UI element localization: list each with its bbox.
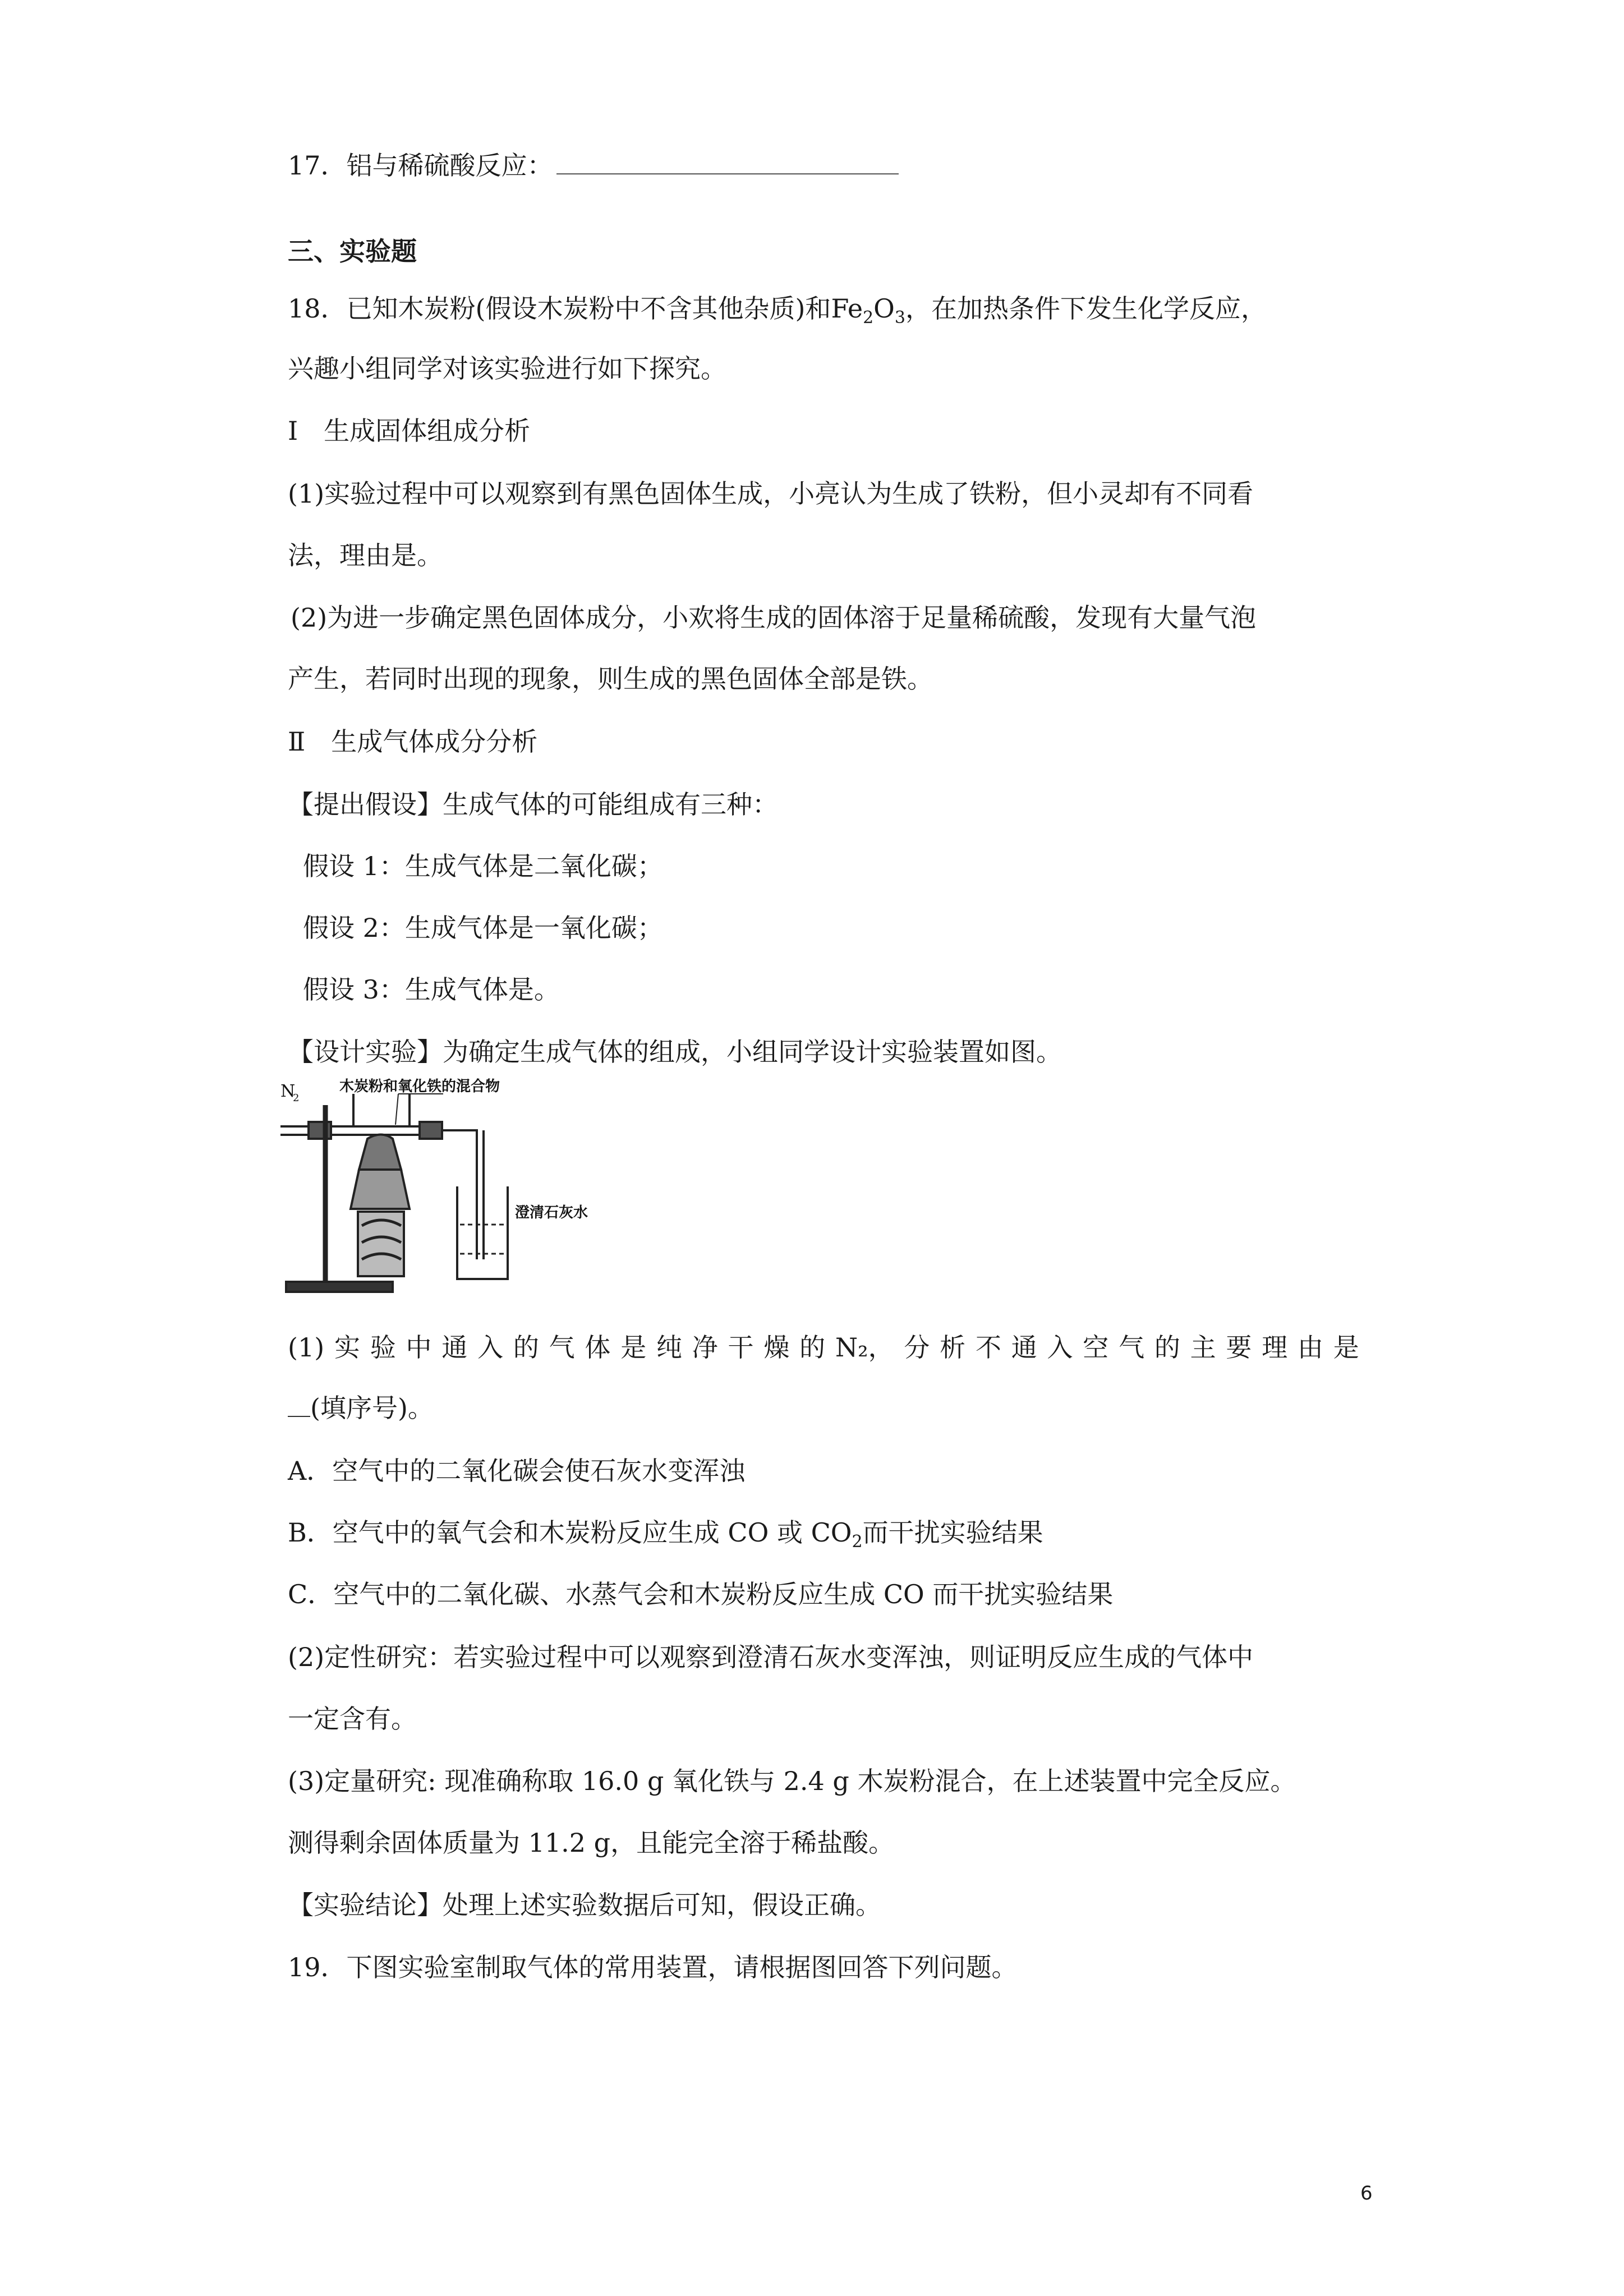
subq-2-line2: 产生，若同时出现的现象，则生成的黑色固体全部是铁。 — [288, 664, 933, 694]
section-title: 三、实验题 — [288, 236, 417, 266]
justified-char: N₂， — [835, 1332, 894, 1363]
question-18-intro-line1 — [288, 292, 1267, 328]
subq-3-quant-line1: (3)定量研究: 现准确称取 16.0 g 氧化铁与 2.4 g 木炭粉混合，在上述装置中完全反应。 — [288, 1766, 1296, 1796]
formula-o: O — [873, 293, 895, 324]
justified-char: 入 — [1047, 1332, 1073, 1363]
justified-char: 纯 — [656, 1332, 682, 1363]
justified-char: 的 — [799, 1332, 826, 1363]
subq-3-quant-line2: 测得剩余固体质量为 11.2 g，且能完全溶于稀盐酸。 — [288, 1828, 895, 1858]
justified-char: 体 — [585, 1332, 611, 1363]
design-heading: 【设计实验】为确定生成气体的组成，小组同学设计实验装置如图。 — [288, 1037, 1062, 1067]
justified-char: 理 — [1262, 1332, 1288, 1363]
justified-char: 中 — [406, 1332, 432, 1363]
justified-char: 通 — [441, 1332, 468, 1363]
justified-char: 通 — [1011, 1332, 1037, 1363]
page-number: 6 — [1360, 2182, 1373, 2205]
hypothesis-3: 假设 3：生成气体是。 — [303, 974, 560, 1005]
intro-text: ，在加热条件下发生化学反应， — [905, 293, 1267, 324]
justified-char: 验 — [370, 1332, 396, 1363]
option-b-text: 而干扰实验结果 — [862, 1517, 1043, 1548]
subq-1-line2: 法，理由是。 — [288, 540, 443, 570]
subq-1-justified-line — [288, 1331, 1359, 1364]
justified-char: 的 — [513, 1332, 539, 1363]
formula-subscript: 2 — [863, 308, 874, 328]
apparatus-figure — [275, 1074, 668, 1299]
subq-2-qual-line1: (2)定性研究：若实验过程中可以观察到澄清石灰水变浑浊，则证明反应生成的气体中 — [288, 1642, 1254, 1672]
lamp — [351, 1170, 410, 1209]
question-18-intro-line2: 兴趣小组同学对该实验进行如下探究。 — [288, 353, 726, 384]
justified-char: 净 — [692, 1332, 718, 1363]
intro-text: 18．已知木炭粉(假设木炭粉中不含其他杂质)和 — [288, 293, 831, 324]
option-a: A．空气中的二氧化碳会使石灰水变浑浊 — [288, 1456, 746, 1486]
fill-number-text: (填序号)。 — [310, 1393, 434, 1423]
hypothesis-2: 假设 2：生成气体是一氧化碳； — [303, 913, 663, 943]
subq-1-line2 — [288, 1391, 434, 1425]
hypothesis-heading: 【提出假设】生成气体的可能组成有三种： — [288, 789, 778, 820]
part-1-title: Ⅰ 生成固体组成分析 — [288, 416, 531, 446]
stopper-right — [420, 1122, 442, 1139]
justified-char: 实 — [334, 1332, 360, 1363]
part-2-title: Ⅱ 生成气体成分分析 — [288, 726, 538, 757]
hypothesis-1: 假设 1：生成气体是二氧化碳； — [303, 851, 663, 881]
option-c: C．空气中的二氧化碳、水蒸气会和木炭粉反应生成 CO 而干扰实验结果 — [288, 1579, 1114, 1609]
justified-char: 是 — [1333, 1332, 1359, 1363]
answer-blank[interactable] — [288, 1396, 310, 1417]
justified-char: 分 — [904, 1332, 930, 1363]
answer-blank[interactable] — [556, 153, 899, 174]
conclusion: 【实验结论】处理上述实验数据后可知，假设正确。 — [288, 1890, 881, 1920]
question-19: 19．下图实验室制取气体的常用装置，请根据图回答下列问题。 — [288, 1952, 1018, 1982]
justified-char: 是 — [620, 1332, 647, 1363]
justified-char: 入 — [477, 1332, 504, 1363]
delivery-tube — [442, 1130, 477, 1259]
justified-char: (1) — [288, 1332, 325, 1363]
justified-char: 的 — [1154, 1332, 1180, 1363]
subq-1-line1: (1)实验过程中可以观察到有黑色固体生成，小亮认为生成了铁粉，但小灵却有不同看 — [288, 478, 1254, 509]
justified-char: 燥 — [763, 1332, 790, 1363]
formula-fe: Fe — [831, 293, 863, 324]
question-17 — [288, 149, 899, 182]
justified-char: 主 — [1190, 1332, 1216, 1363]
justified-char: 不 — [975, 1332, 1001, 1363]
n2-label: N — [280, 1082, 296, 1101]
option-b — [288, 1516, 1043, 1552]
justified-char: 气 — [1119, 1332, 1145, 1363]
justified-char: 由 — [1297, 1332, 1323, 1363]
burner-flame — [359, 1135, 401, 1170]
question-17-text: 17．铝与稀硫酸反应： — [288, 150, 553, 181]
subq-2-line1: (2)为进一步确定黑色固体成分，小欢将生成的固体溶于足量稀硫酸，发现有大量气泡 — [291, 602, 1257, 633]
limewater-label: 澄清石灰水 — [515, 1204, 588, 1221]
stand-base — [286, 1282, 393, 1292]
subq-2-qual-line2: 一定含有。 — [288, 1704, 417, 1734]
mixture-label: 木炭粉和氧化铁的混合物 — [339, 1078, 500, 1095]
justified-char: 干 — [728, 1332, 754, 1363]
justified-char: 空 — [1083, 1332, 1109, 1363]
justified-char: 气 — [549, 1332, 575, 1363]
formula-subscript: 2 — [852, 1532, 863, 1552]
option-b-text: B．空气中的氧气会和木炭粉反应生成 CO 或 CO — [288, 1517, 852, 1548]
formula-subscript: 3 — [894, 308, 905, 328]
justified-char: 析 — [940, 1332, 966, 1363]
n2-label-subscript: 2 — [293, 1092, 300, 1104]
justified-char: 要 — [1226, 1332, 1252, 1363]
